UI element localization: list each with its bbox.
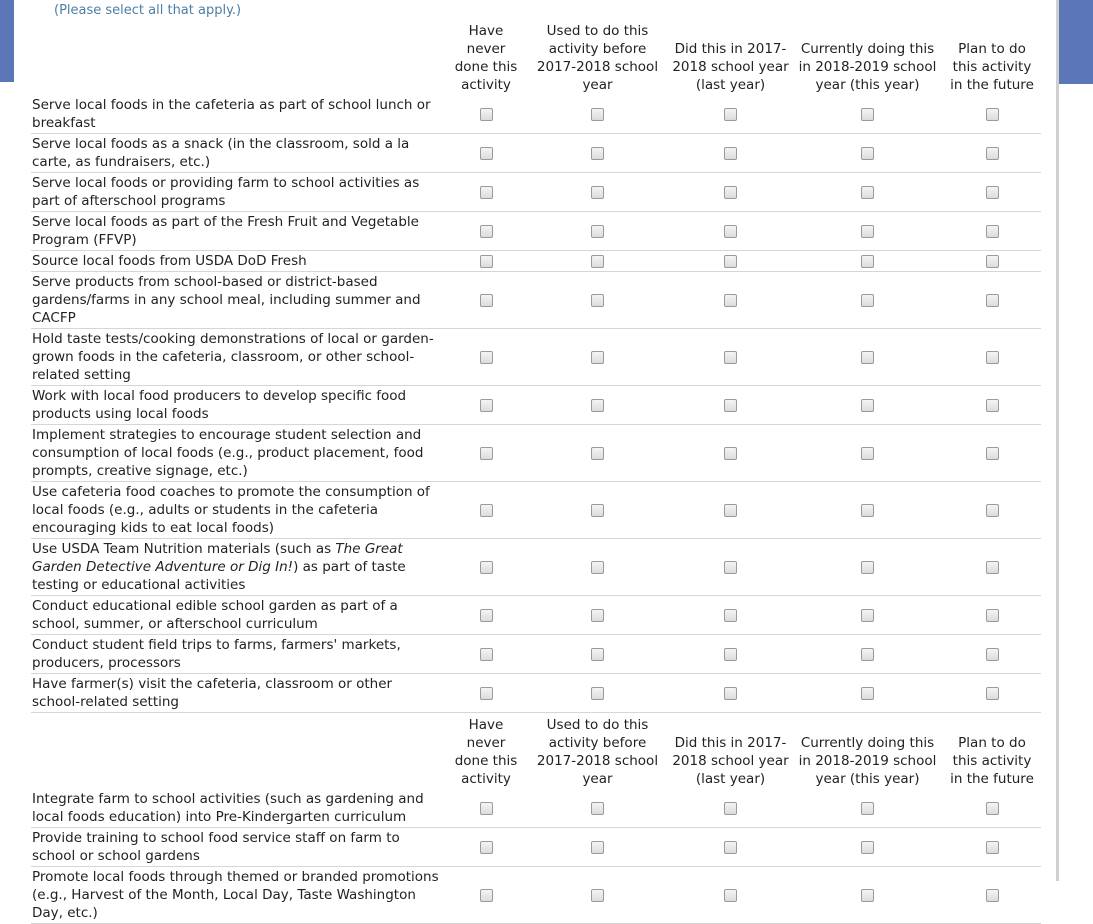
checkbox-cell — [446, 539, 526, 596]
checkbox-before[interactable] — [591, 447, 604, 460]
checkbox-cell — [446, 134, 526, 173]
checkbox-last-year[interactable] — [724, 294, 737, 307]
checkbox-future[interactable] — [986, 255, 999, 268]
checkbox-cell — [943, 386, 1041, 425]
page-background-left — [0, 0, 14, 82]
checkbox-last-year[interactable] — [724, 255, 737, 268]
checkbox-this-year[interactable] — [861, 255, 874, 268]
checkbox-cell — [526, 251, 669, 272]
checkbox-last-year[interactable] — [724, 147, 737, 160]
page-background-right — [1058, 0, 1093, 84]
checkbox-cell — [526, 425, 669, 482]
checkbox-last-year[interactable] — [724, 351, 737, 364]
question-label: Have farmer(s) visit the cafeteria, classroom or other school-related setting — [31, 674, 446, 713]
checkbox-before[interactable] — [591, 255, 604, 268]
checkbox-last-year[interactable] — [724, 561, 737, 574]
checkbox-cell — [943, 425, 1041, 482]
checkbox-before[interactable] — [591, 561, 604, 574]
checkbox-cell — [792, 482, 943, 539]
checkbox-last-year[interactable] — [724, 447, 737, 460]
checkbox-future[interactable] — [986, 561, 999, 574]
question-label: Serve local foods as part of the Fresh Fruit and Vegetable Program (FFVP) — [31, 212, 446, 251]
checkbox-cell — [446, 828, 526, 867]
checkbox-future[interactable] — [986, 609, 999, 622]
checkbox-last-year[interactable] — [724, 889, 737, 902]
checkbox-cell — [669, 867, 792, 924]
checkbox-future[interactable] — [986, 294, 999, 307]
checkbox-last-year[interactable] — [724, 609, 737, 622]
checkbox-cell — [446, 425, 526, 482]
checkbox-this-year[interactable] — [861, 294, 874, 307]
checkbox-this-year[interactable] — [861, 609, 874, 622]
question-label: Provide training to school food service staff on farm to school or school gardens — [31, 828, 446, 867]
checkbox-cell — [943, 95, 1041, 134]
checkbox-cell — [669, 251, 792, 272]
checkbox-cell — [792, 674, 943, 713]
question-row — [31, 539, 1041, 596]
checkbox-cell — [526, 482, 669, 539]
checkbox-cell — [446, 867, 526, 924]
checkbox-cell — [669, 596, 792, 635]
checkbox-never[interactable] — [480, 841, 493, 854]
checkbox-never[interactable] — [480, 108, 493, 121]
checkbox-future[interactable] — [986, 399, 999, 412]
checkbox-last-year[interactable] — [724, 399, 737, 412]
checkbox-cell — [526, 329, 669, 386]
checkbox-this-year[interactable] — [861, 504, 874, 517]
checkbox-cell — [943, 329, 1041, 386]
checkbox-this-year[interactable] — [861, 186, 874, 199]
question-row — [31, 425, 1041, 482]
checkbox-cell — [943, 212, 1041, 251]
checkbox-cell — [669, 828, 792, 867]
checkbox-future[interactable] — [986, 447, 999, 460]
checkbox-future[interactable] — [986, 648, 999, 661]
question-label: Serve local foods as a snack (in the classroom, sold a la carte, as fundraisers, etc.) — [31, 134, 446, 173]
question-label: Source local foods from USDA DoD Fresh — [31, 251, 446, 272]
checkbox-cell — [526, 867, 669, 924]
checkbox-before[interactable] — [591, 225, 604, 238]
checkbox-this-year[interactable] — [861, 648, 874, 661]
checkbox-last-year[interactable] — [724, 225, 737, 238]
checkbox-cell — [792, 539, 943, 596]
checkbox-cell — [792, 867, 943, 924]
col-header-this-year: Currently doing this in 2018-2019 school year (this year) — [798, 41, 937, 93]
question-row — [31, 95, 1041, 134]
checkbox-before[interactable] — [591, 147, 604, 160]
column-header-row — [31, 22, 1041, 95]
checkbox-cell — [669, 386, 792, 425]
checkbox-cell — [943, 867, 1041, 924]
question-row — [31, 134, 1041, 173]
checkbox-cell — [526, 173, 669, 212]
checkbox-cell — [669, 635, 792, 674]
checkbox-cell — [446, 329, 526, 386]
checkbox-before[interactable] — [591, 108, 604, 121]
checkbox-this-year[interactable] — [861, 447, 874, 460]
checkbox-last-year[interactable] — [724, 648, 737, 661]
checkbox-this-year[interactable] — [861, 561, 874, 574]
checkbox-never[interactable] — [480, 889, 493, 902]
checkbox-cell — [446, 95, 526, 134]
question-row — [31, 482, 1041, 539]
checkbox-cell — [792, 212, 943, 251]
checkbox-cell — [669, 134, 792, 173]
checkbox-before[interactable] — [591, 351, 604, 364]
question-row — [31, 251, 1041, 272]
checkbox-this-year[interactable] — [861, 399, 874, 412]
question-row — [31, 828, 1041, 867]
checkbox-last-year[interactable] — [724, 802, 737, 815]
checkbox-cell — [943, 173, 1041, 212]
question-row — [31, 596, 1041, 635]
checkbox-cell — [943, 251, 1041, 272]
checkbox-future[interactable] — [986, 108, 999, 121]
question-row — [31, 635, 1041, 674]
checkbox-cell — [446, 482, 526, 539]
activity-matrix — [31, 22, 1041, 924]
checkbox-future[interactable] — [986, 889, 999, 902]
checkbox-cell — [526, 635, 669, 674]
col-header-future: Plan to do this activity in the future — [950, 41, 1034, 93]
checkbox-this-year[interactable] — [861, 108, 874, 121]
question-label-text: Use USDA Team Nutrition materials (such as — [32, 541, 336, 557]
checkbox-last-year[interactable] — [724, 504, 737, 517]
col-header-future: Plan to do this activity in the future — [950, 735, 1034, 787]
checkbox-future[interactable] — [986, 147, 999, 160]
checkbox-cell — [792, 95, 943, 134]
checkbox-never[interactable] — [480, 802, 493, 815]
question-label: Use cafeteria food coaches to promote the consumption of local foods (e.g., adults or students in the cafeteria encouraging kids to eat local foods) — [31, 482, 446, 539]
checkbox-this-year[interactable] — [861, 802, 874, 815]
question-label: Promote local foods through themed or branded promotions (e.g., Harvest of the Month, Local Day, Taste Washington Day, etc.) — [31, 867, 446, 924]
question-row — [31, 867, 1041, 924]
question-row — [31, 212, 1041, 251]
question-label-emphasis: The Great Garden Detective Adventure or Dig In! — [32, 541, 403, 575]
question-label: Serve local foods or providing farm to school activities as part of afterschool programs — [31, 173, 446, 212]
question-label — [31, 539, 446, 596]
checkbox-cell — [526, 789, 669, 828]
checkbox-cell — [943, 539, 1041, 596]
checkbox-cell — [792, 386, 943, 425]
checkbox-cell — [446, 212, 526, 251]
checkbox-cell — [526, 828, 669, 867]
checkbox-cell — [792, 329, 943, 386]
checkbox-cell — [943, 674, 1041, 713]
checkbox-before[interactable] — [591, 802, 604, 815]
checkbox-before[interactable] — [591, 687, 604, 700]
question-label: Conduct student field trips to farms, farmers' markets, producers, processors — [31, 635, 446, 674]
checkbox-future[interactable] — [986, 504, 999, 517]
checkbox-never[interactable] — [480, 351, 493, 364]
checkbox-future[interactable] — [986, 186, 999, 199]
checkbox-cell — [792, 272, 943, 329]
checkbox-cell — [669, 329, 792, 386]
checkbox-cell — [792, 134, 943, 173]
row-label-header — [31, 713, 446, 790]
question-label: Integrate farm to school activities (such as gardening and local foods education) into Pre-Kindergarten curriculum — [31, 789, 446, 828]
checkbox-cell — [446, 789, 526, 828]
checkbox-cell — [943, 482, 1041, 539]
checkbox-cell — [669, 272, 792, 329]
question-label-text: ) as part of taste testing or educational activities — [32, 559, 406, 593]
checkbox-last-year[interactable] — [724, 687, 737, 700]
checkbox-cell — [943, 596, 1041, 635]
question-label: Hold taste tests/cooking demonstrations of local or garden-grown foods in the cafeteria, classroom, or other school-related setting — [31, 329, 446, 386]
question-group-2 — [31, 789, 1041, 924]
checkbox-future[interactable] — [986, 225, 999, 238]
checkbox-this-year[interactable] — [861, 687, 874, 700]
checkbox-before[interactable] — [591, 294, 604, 307]
checkbox-cell — [943, 828, 1041, 867]
question-label: Serve local foods in the cafeteria as part of school lunch or breakfast — [31, 95, 446, 134]
checkbox-never[interactable] — [480, 687, 493, 700]
checkbox-cell — [526, 386, 669, 425]
checkbox-cell — [669, 212, 792, 251]
checkbox-future[interactable] — [986, 687, 999, 700]
checkbox-cell — [526, 539, 669, 596]
checkbox-cell — [446, 386, 526, 425]
col-header-never: Have never done this activity — [454, 23, 518, 93]
checkbox-cell — [526, 674, 669, 713]
checkbox-cell — [792, 789, 943, 828]
checkbox-before[interactable] — [591, 504, 604, 517]
checkbox-future[interactable] — [986, 841, 999, 854]
checkbox-never[interactable] — [480, 447, 493, 460]
question-row — [31, 329, 1041, 386]
question-label: Work with local food producers to develop specific food products using local foods — [31, 386, 446, 425]
checkbox-cell — [446, 596, 526, 635]
checkbox-cell — [943, 272, 1041, 329]
checkbox-cell — [446, 251, 526, 272]
checkbox-cell — [526, 596, 669, 635]
checkbox-cell — [943, 789, 1041, 828]
checkbox-before[interactable] — [591, 609, 604, 622]
checkbox-before[interactable] — [591, 841, 604, 854]
checkbox-cell — [792, 635, 943, 674]
checkbox-cell — [446, 173, 526, 212]
checkbox-cell — [669, 173, 792, 212]
checkbox-cell — [792, 596, 943, 635]
checkbox-never[interactable] — [480, 255, 493, 268]
checkbox-cell — [669, 789, 792, 828]
checkbox-cell — [669, 482, 792, 539]
panel-right-border — [1056, 0, 1059, 881]
question-label: Implement strategies to encourage student selection and consumption of local foods (e.g., product placement, food prompts, creative signage, etc.) — [31, 425, 446, 482]
col-header-never: Have never done this activity — [454, 717, 518, 787]
col-header-before: Used to do this activity before 2017-2018 school year — [536, 717, 659, 787]
instruction-text: (Please select all that apply.) — [54, 3, 242, 18]
checkbox-cell — [526, 95, 669, 134]
checkbox-cell — [446, 635, 526, 674]
checkbox-never[interactable] — [480, 294, 493, 307]
checkbox-cell — [526, 212, 669, 251]
checkbox-cell — [446, 272, 526, 329]
checkbox-this-year[interactable] — [861, 889, 874, 902]
checkbox-never[interactable] — [480, 147, 493, 160]
checkbox-last-year[interactable] — [724, 186, 737, 199]
question-group-1 — [31, 95, 1041, 713]
checkbox-last-year[interactable] — [724, 108, 737, 121]
checkbox-before[interactable] — [591, 889, 604, 902]
checkbox-cell — [943, 134, 1041, 173]
checkbox-cell — [526, 272, 669, 329]
checkbox-cell — [526, 134, 669, 173]
checkbox-before[interactable] — [591, 648, 604, 661]
checkbox-never[interactable] — [480, 399, 493, 412]
question-row — [31, 674, 1041, 713]
checkbox-cell — [669, 674, 792, 713]
checkbox-cell — [792, 828, 943, 867]
checkbox-never[interactable] — [480, 609, 493, 622]
question-label: Serve products from school-based or district-based gardens/farms in any school meal, including summer and CACFP — [31, 272, 446, 329]
checkbox-future[interactable] — [986, 351, 999, 364]
checkbox-future[interactable] — [986, 802, 999, 815]
checkbox-never[interactable] — [480, 561, 493, 574]
col-header-this-year: Currently doing this in 2018-2019 school year (this year) — [798, 735, 937, 787]
checkbox-never[interactable] — [480, 648, 493, 661]
checkbox-cell — [669, 539, 792, 596]
checkbox-cell — [943, 635, 1041, 674]
checkbox-this-year[interactable] — [861, 225, 874, 238]
col-header-last-year: Did this in 2017-2018 school year (last year) — [672, 735, 789, 787]
checkbox-cell — [669, 425, 792, 482]
checkbox-cell — [792, 173, 943, 212]
checkbox-this-year[interactable] — [861, 841, 874, 854]
question-row — [31, 173, 1041, 212]
checkbox-last-year[interactable] — [724, 841, 737, 854]
checkbox-cell — [792, 425, 943, 482]
checkbox-cell — [669, 95, 792, 134]
checkbox-before[interactable] — [591, 399, 604, 412]
checkbox-before[interactable] — [591, 186, 604, 199]
question-row — [31, 789, 1041, 828]
survey-panel — [14, 0, 1056, 921]
checkbox-never[interactable] — [480, 186, 493, 199]
checkbox-cell — [792, 251, 943, 272]
col-header-last-year: Did this in 2017-2018 school year (last year) — [672, 41, 789, 93]
question-label: Conduct educational edible school garden as part of a school, summer, or afterschool curriculum — [31, 596, 446, 635]
col-header-before: Used to do this activity before 2017-2018 school year — [536, 23, 659, 93]
checkbox-this-year[interactable] — [861, 147, 874, 160]
question-row — [31, 386, 1041, 425]
checkbox-cell — [446, 674, 526, 713]
checkbox-never[interactable] — [480, 504, 493, 517]
column-header-row-repeat — [31, 713, 1041, 790]
question-row — [31, 272, 1041, 329]
checkbox-never[interactable] — [480, 225, 493, 238]
row-label-header — [31, 22, 446, 95]
checkbox-this-year[interactable] — [861, 351, 874, 364]
